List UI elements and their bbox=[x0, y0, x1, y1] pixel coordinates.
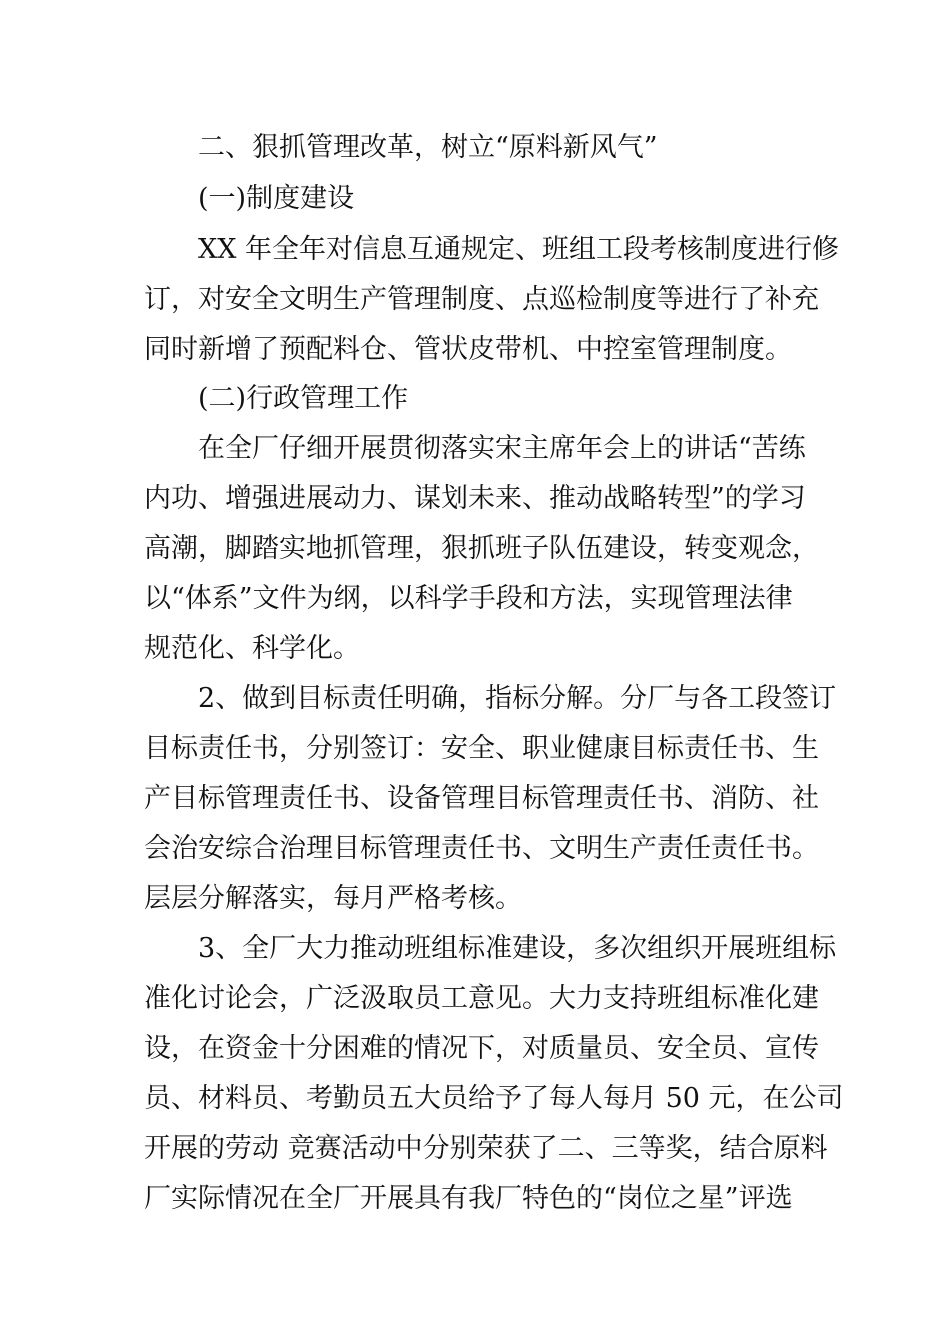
section-heading: 二、狠抓管理改革，树立“原料新风气” bbox=[198, 132, 658, 163]
paragraph-line: 在全厂仔细开展贯彻落实宋主席年会上的讲话“苦练 bbox=[198, 433, 806, 464]
paragraph-line: 内功、增强进展动力、谋划未来、推动战略转型”的学习 bbox=[144, 483, 806, 514]
subsection-heading: (一)制度建设 bbox=[198, 183, 355, 214]
paragraph-line: 同时新增了预配料仓、管状皮带机、中控室管理制度。 bbox=[144, 334, 792, 365]
paragraph-line: 会治安综合治理目标管理责任书、文明生产责任责任书。 bbox=[144, 833, 819, 864]
paragraph-line: 层层分解落实，每月严格考核。 bbox=[144, 883, 522, 914]
paragraph-line: 设，在资金十分困难的情况下，对质量员、安全员、宣传 bbox=[144, 1033, 819, 1064]
paragraph-line: 高潮，脚踏实地抓管理，狠抓班子队伍建设，转变观念， bbox=[144, 533, 819, 564]
paragraph-line: 3、全厂大力推动班组标准建设，多次组织开展班组标 bbox=[198, 933, 837, 964]
paragraph-line: XX 年全年对信息互通规定、班组工段考核制度进行修 bbox=[198, 234, 840, 265]
paragraph-line: 产目标管理责任书、设备管理目标管理责任书、消防、社 bbox=[144, 783, 819, 814]
paragraph-line: 开展的劳动 竞赛活动中分别荣获了二、三等奖，结合原料 bbox=[144, 1133, 828, 1164]
paragraph-line: 目标责任书，分别签订：安全、职业健康目标责任书、生 bbox=[144, 733, 819, 764]
paragraph-line: 以“体系”文件为纲，以科学手段和方法，实现管理法律 bbox=[144, 583, 793, 614]
paragraph-line: 订，对安全文明生产管理制度、点巡检制度等进行了补充 bbox=[144, 284, 819, 315]
paragraph-line: 员、材料员、考勤员五大员给予了每人每月 50 元，在公司 bbox=[144, 1083, 844, 1114]
paragraph-line: 准化讨论会，广泛汲取员工意见。大力支持班组标准化建 bbox=[144, 983, 819, 1014]
paragraph-line: 规范化、科学化。 bbox=[144, 633, 360, 664]
subsection-heading: (二)行政管理工作 bbox=[198, 383, 409, 414]
paragraph-line: 厂实际情况在全厂开展具有我厂特色的“岗位之星”评选 bbox=[144, 1183, 793, 1214]
paragraph-line: 2、做到目标责任明确，指标分解。分厂与各工段签订 bbox=[198, 683, 837, 714]
